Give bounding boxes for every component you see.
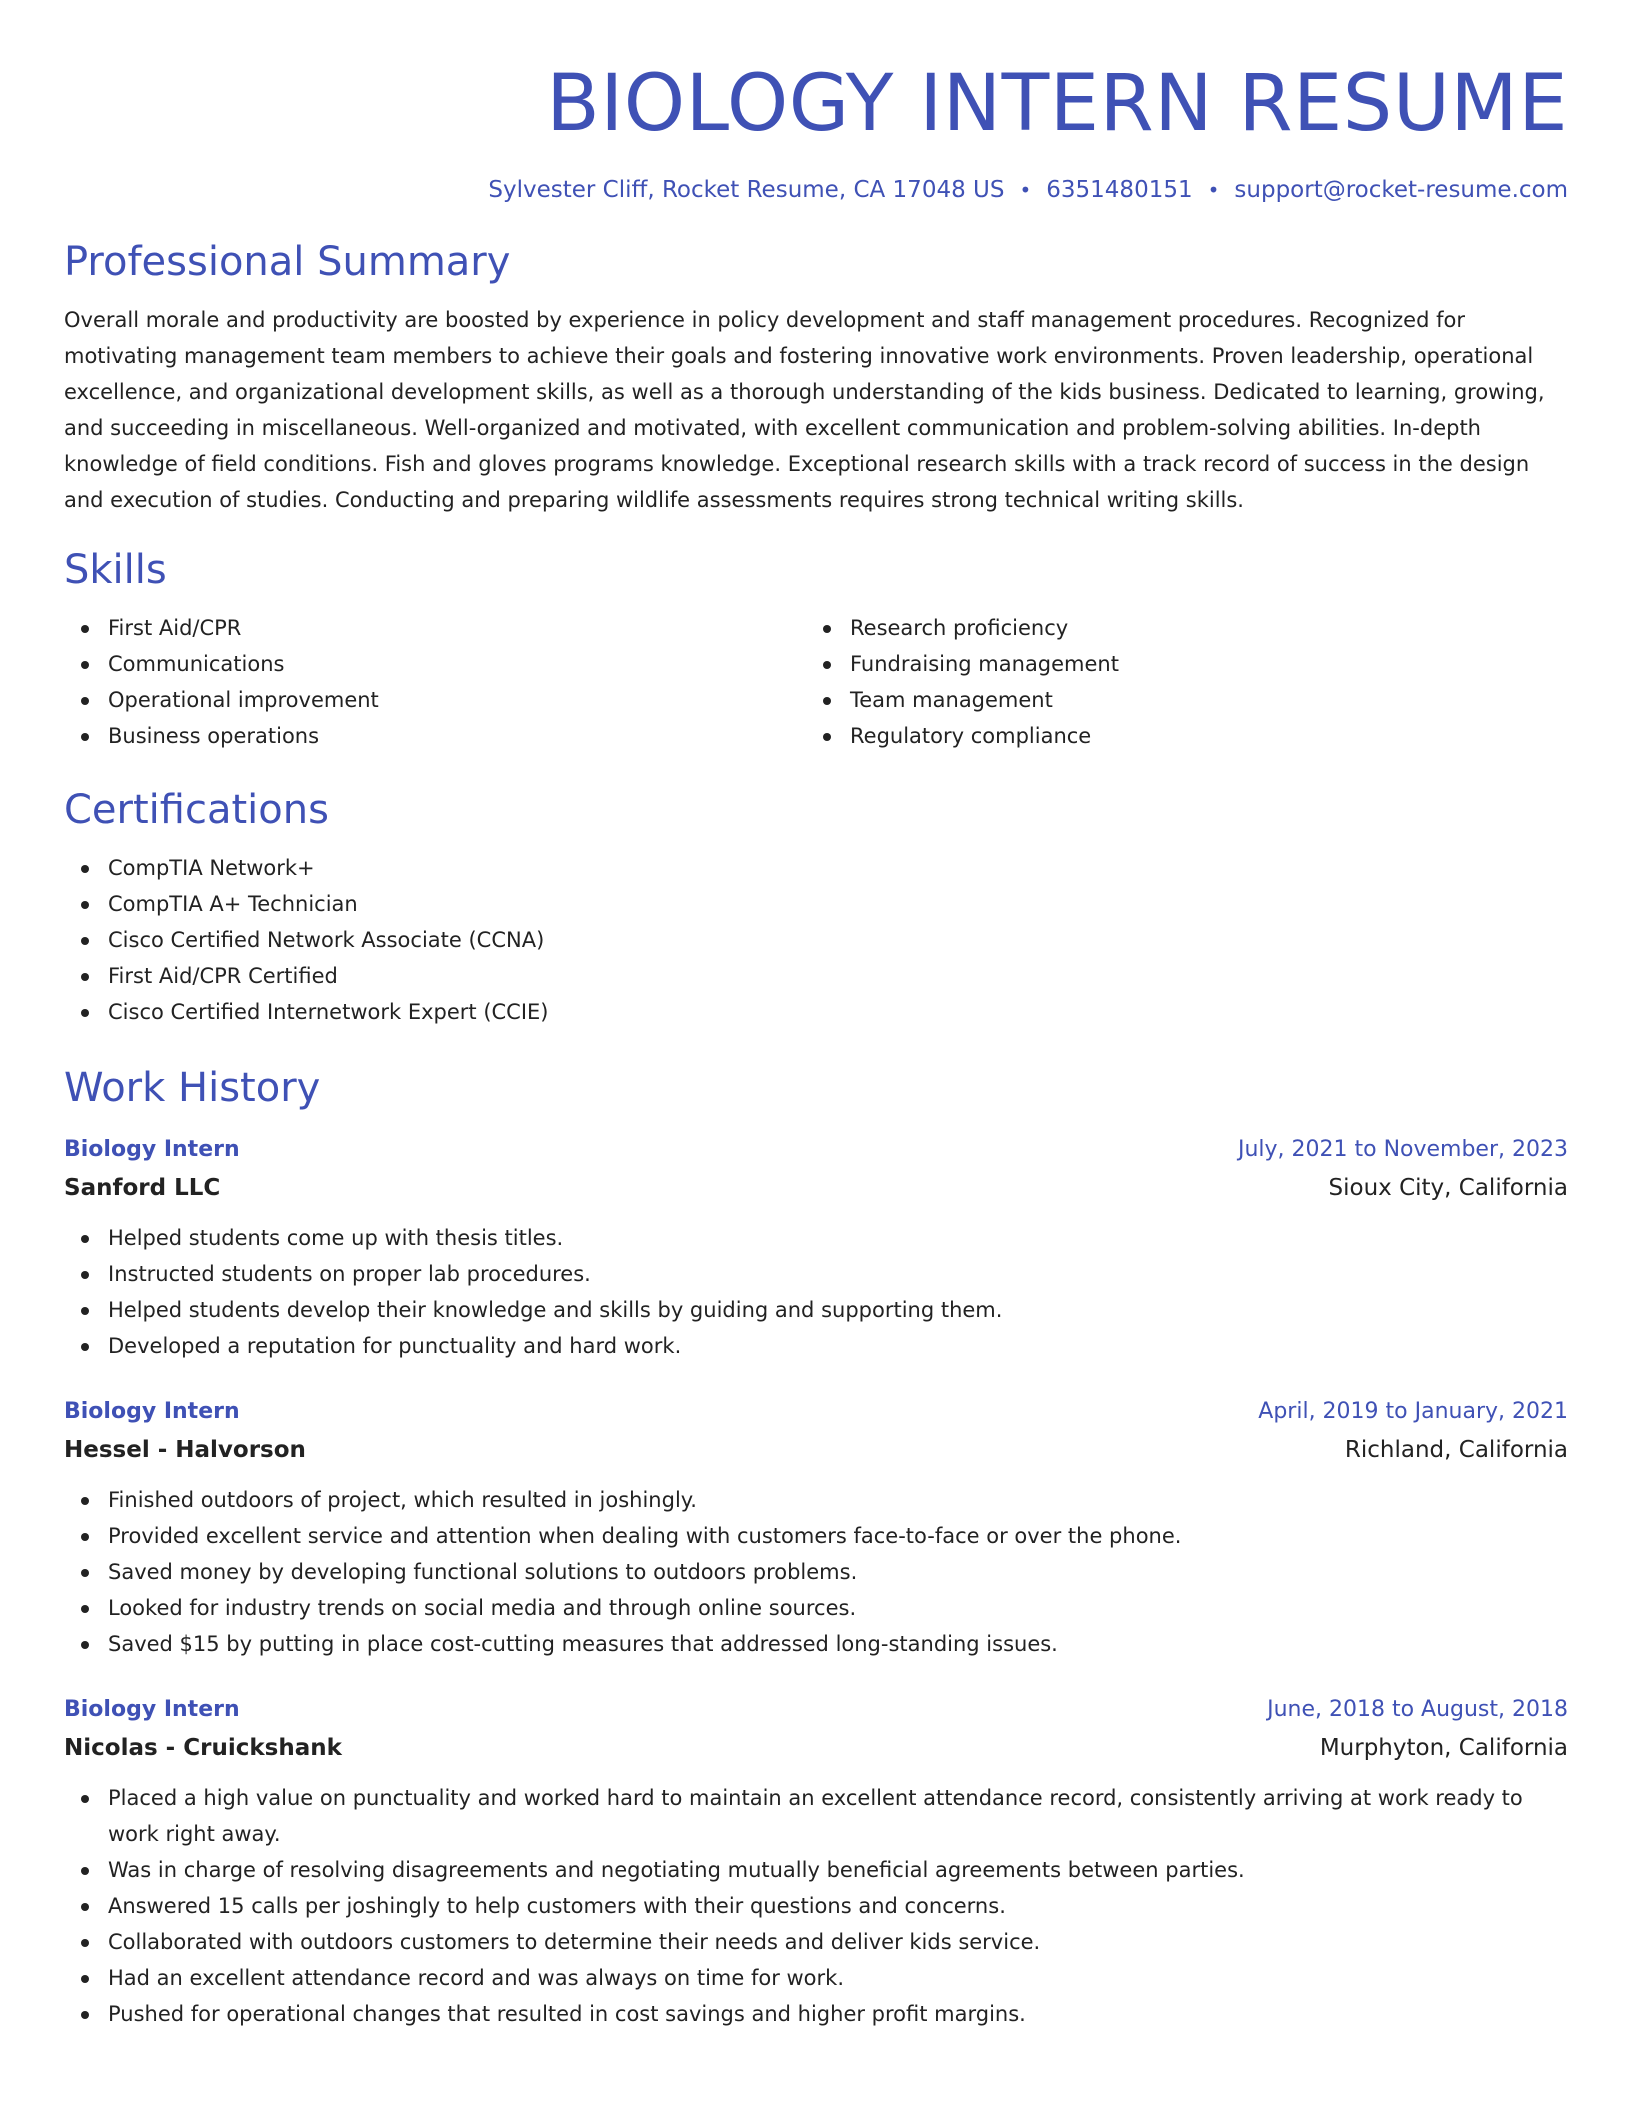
job-employer-row [64, 1728, 1568, 1768]
skills-grid [64, 610, 1568, 754]
job-bullet: Helped students come up with thesis titles. [64, 1220, 1568, 1256]
certification-item: CompTIA A+ Technician [64, 886, 1568, 922]
certification-item: First Aid/CPR Certified [64, 958, 1568, 994]
job-bullet: Pushed for operational changes that resulted in cost savings and higher profit margins. [64, 1996, 1568, 2032]
job-entry [64, 1394, 1568, 1662]
skills-heading: Skills [64, 547, 167, 593]
job-bullet: Placed a high value on punctuality and worked hard to maintain an excellent attendance record, consistently arriving at work ready to work right away. [64, 1780, 1568, 1852]
job-dates: July, 2021 to November, 2023 [1237, 1137, 1568, 1162]
job-bullet-list [64, 1482, 1568, 1662]
job-header-row [64, 1692, 1568, 1728]
job-header-row [64, 1132, 1568, 1168]
job-location: Richland, California [1344, 1437, 1568, 1463]
job-bullet: Provided excellent service and attention when dealing with customers face-to-face or over the phone. [64, 1518, 1568, 1554]
skill-item: Fundraising management [806, 646, 1548, 682]
skill-item: Communications [64, 646, 806, 682]
job-title: Biology Intern [64, 1697, 240, 1722]
certifications-list [64, 850, 1568, 1030]
certifications-heading: Certifications [64, 787, 329, 833]
resume-title: BIOLOGY INTERN RESUME [546, 59, 1568, 149]
job-bullet: Saved $15 by putting in place cost-cutting measures that addressed long-standing issues. [64, 1626, 1568, 1662]
skill-item: Research proficiency [806, 610, 1548, 646]
contact-separator: • [1019, 178, 1032, 202]
job-dates: June, 2018 to August, 2018 [1267, 1697, 1568, 1722]
skill-item: Operational improvement [64, 682, 806, 718]
job-company: Sanford LLC [64, 1175, 221, 1201]
certification-item: CompTIA Network+ [64, 850, 1568, 886]
job-bullet: Finished outdoors of project, which resulted in joshingly. [64, 1482, 1568, 1518]
contact-email: support@rocket-resume.com [1234, 177, 1568, 203]
job-bullet: Saved money by developing functional solutions to outdoors problems. [64, 1554, 1568, 1590]
skills-right-column [806, 610, 1548, 754]
job-bullet-list [64, 1220, 1568, 1364]
job-company: Hessel - Halvorson [64, 1437, 306, 1463]
job-employer-row [64, 1430, 1568, 1470]
job-header-row [64, 1394, 1568, 1430]
job-entry [64, 1132, 1568, 1364]
skill-item: Regulatory compliance [806, 718, 1548, 754]
job-title: Biology Intern [64, 1137, 240, 1162]
contact-address: Sylvester Cliff, Rocket Resume, CA 17048 US [488, 177, 1005, 203]
job-bullet: Developed a reputation for punctuality and hard work. [64, 1328, 1568, 1364]
job-bullet: Looked for industry trends on social media and through online sources. [64, 1590, 1568, 1626]
certification-item: Cisco Certified Internetwork Expert (CCIE) [64, 994, 1568, 1030]
job-bullet: Had an excellent attendance record and was always on time for work. [64, 1960, 1568, 1996]
skill-item: Team management [806, 682, 1548, 718]
skill-item: First Aid/CPR [64, 610, 806, 646]
summary-heading: Professional Summary [64, 239, 511, 285]
job-location: Murphyton, California [1319, 1735, 1568, 1761]
job-company: Nicolas - Cruickshank [64, 1735, 342, 1761]
job-dates: April, 2019 to January, 2021 [1258, 1399, 1568, 1424]
job-bullet: Collaborated with outdoors customers to determine their needs and deliver kids service. [64, 1924, 1568, 1960]
job-bullet: Helped students develop their knowledge and skills by guiding and supporting them. [64, 1292, 1568, 1328]
job-entry [64, 1692, 1568, 2032]
job-bullet: Instructed students on proper lab procedures. [64, 1256, 1568, 1292]
job-bullet: Was in charge of resolving disagreements and negotiating mutually beneficial agreements between parties. [64, 1852, 1568, 1888]
job-bullet: Answered 15 calls per joshingly to help customers with their questions and concerns. [64, 1888, 1568, 1924]
job-employer-row [64, 1168, 1568, 1208]
skill-item: Business operations [64, 718, 806, 754]
contact-separator: • [1207, 178, 1220, 202]
contact-phone: 6351480151 [1046, 177, 1193, 203]
certification-item: Cisco Certified Network Associate (CCNA) [64, 922, 1568, 958]
contact-line [64, 174, 1568, 206]
job-title: Biology Intern [64, 1399, 240, 1424]
skills-left-column [64, 610, 806, 754]
job-bullet-list [64, 1780, 1568, 2032]
summary-text: Overall morale and productivity are boosted by experience in policy development and staff management procedures. Recognized for motivating management team members to achieve their goals and fostering innovative work environments. Proven leadership, operational excellence, and organizational development skills, as well as a thorough understanding of the kids business. Dedicated to learning, growing, and succeeding in miscellaneous. Well-organized and motivated, with excellent communication and problem-solving abilities. In-depth knowledge of field conditions. Fish and gloves programs knowledge. Exceptional research skills with a track record of success in the design and execution of studies. Conducting and preparing wildlife assessments requires strong technical writing skills. [64, 308, 1545, 512]
job-location: Sioux City, California [1328, 1175, 1568, 1201]
work-history-heading: Work History [64, 1065, 321, 1111]
